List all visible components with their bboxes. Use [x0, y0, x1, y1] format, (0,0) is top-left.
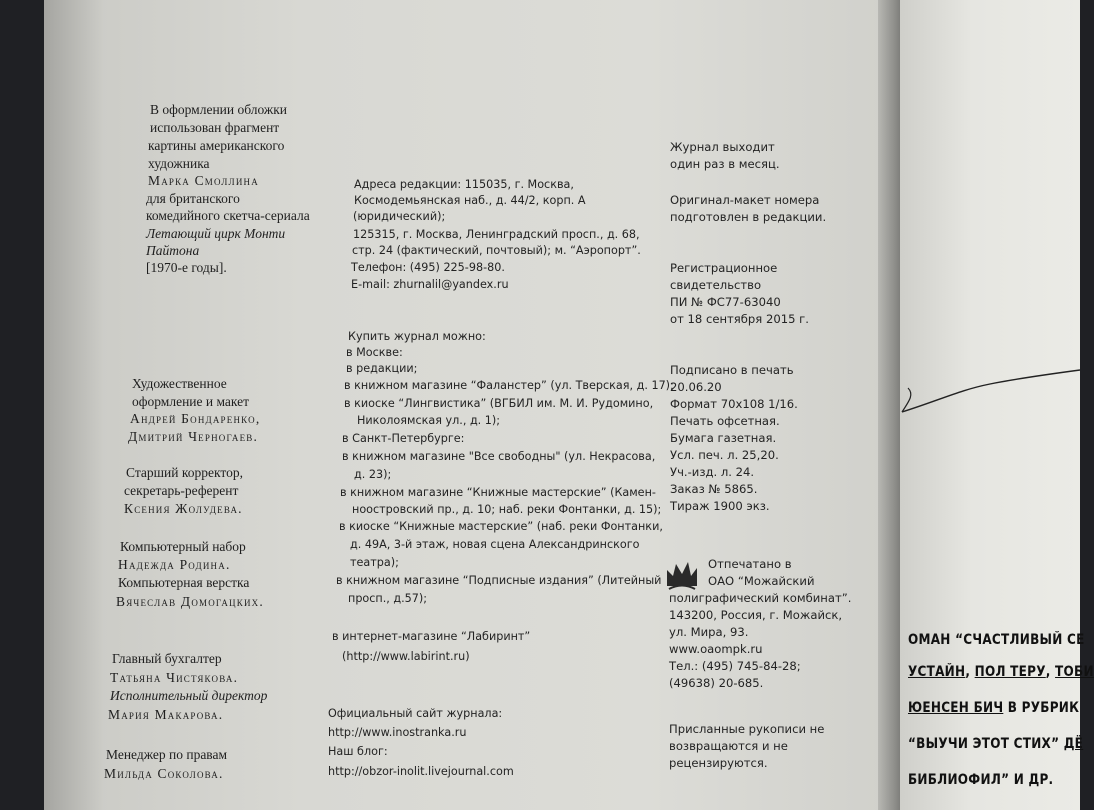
registration-line: ПИ № ФС77-63040 — [670, 295, 781, 309]
series-title: Пайтона — [146, 243, 200, 258]
series-title: Летающий цирк Монти — [146, 226, 286, 241]
person-name: Надежда Родина. — [118, 557, 231, 572]
printer-line: 143200, Россия, г. Можайск, — [669, 608, 843, 622]
next-page-text: , — [1045, 664, 1056, 680]
print-info-line: Печать офсетная. — [670, 414, 780, 428]
artist-name: Марка Смоллина — [148, 173, 259, 188]
person-name: Ксения Жолудева. — [124, 501, 243, 516]
next-page-line: ОМАН “СЧАСТЛИВЫЙ СЕ — [908, 632, 1085, 648]
next-page-author: ПОЛ ТЕРУ — [974, 664, 1046, 680]
print-info-line: Заказ № 5865. — [670, 482, 758, 496]
buy-line: в редакции; — [346, 362, 418, 375]
buy-line: в киоске “Лингвистика” (ВГБИЛ им. М. И. Рудомино, — [344, 397, 654, 410]
role-label: Компьютерный набор — [120, 539, 246, 554]
role-label: оформление и макет — [132, 394, 250, 409]
address-line: Адреса редакции: 115035, г. Москва, — [354, 178, 574, 191]
person-name: Дмитрий Черногаев. — [128, 429, 259, 444]
next-page-author: УСТАЙН — [908, 664, 966, 680]
role-label: Компьютерная верстка — [118, 575, 250, 590]
frequency-line: Журнал выходит — [670, 140, 775, 154]
person-name: Вячеслав Домогацких. — [116, 594, 264, 609]
print-info-line: Формат 70x108 1/16. — [670, 397, 798, 411]
buy-line: в книжном магазине “Подписные издания” (Литейный — [336, 574, 662, 587]
role-label: Художественное — [132, 376, 227, 391]
blog-heading: Наш блог: — [328, 745, 388, 758]
role-label: Главный бухгалтер — [112, 651, 222, 666]
buy-line: в Санкт-Петербурге: — [342, 432, 465, 445]
registration-line: Регистрационное — [670, 261, 778, 275]
site-heading: Официальный сайт журнала: — [328, 707, 503, 720]
printer-url[interactable]: www.oaompk.ru — [669, 642, 763, 656]
phone-line: Телефон: (495) 225-98-80. — [351, 261, 505, 274]
role-label: Исполнительный директор — [110, 688, 268, 703]
print-info-line: Уч.-изд. л. 24. — [670, 465, 755, 479]
buy-line: Николоямская ул., д. 1); — [357, 414, 501, 427]
person-name: Татьяна Чистякова. — [110, 670, 239, 685]
person-name: Мильда Соколова. — [104, 766, 224, 781]
buy-line: ноостровский пр., д. 10; наб. реки Фонтанки, д. 15); — [352, 503, 662, 516]
layout-note-line: подготовлен в редакции. — [670, 210, 827, 224]
manuscripts-note: Присланные рукописи не — [669, 722, 825, 736]
cover-note-line: картины американского — [148, 138, 285, 153]
manuscripts-note: возвращаются и не — [669, 739, 788, 753]
cover-note-line: для британского — [146, 191, 240, 206]
address-line: стр. 24 (фактический, почтовый); м. “Аэропорт”. — [352, 244, 641, 257]
cover-note-line: комедийного скетча-сериала — [146, 208, 310, 223]
decorative-swirl — [900, 330, 1080, 450]
manuscripts-note: рецензируются. — [669, 756, 768, 770]
site-url[interactable]: http://www.inostranka.ru — [328, 726, 467, 739]
printer-line: ул. Мира, 93. — [669, 625, 749, 639]
registration-line: от 18 сентября 2015 г. — [670, 312, 809, 326]
printer-phone: Тел.: (495) 745-84-28; — [669, 659, 801, 673]
online-store-url[interactable]: (http://www.labirint.ru) — [342, 650, 470, 663]
print-info-line: Усл. печ. л. 25,20. — [670, 448, 779, 462]
next-page-line — [908, 700, 1079, 716]
printer-phone: (49638) 20-685. — [669, 676, 764, 690]
buy-line: д. 23); — [354, 468, 392, 481]
cover-note-line: В оформлении обложки — [150, 102, 288, 117]
role-label: Старший корректор, — [126, 465, 243, 480]
next-page-line — [908, 736, 1083, 752]
layout-note-line: Оригинал-макет номера — [670, 193, 820, 207]
frequency-line: один раз в месяц. — [670, 157, 780, 171]
person-name: Мария Макарова. — [108, 707, 224, 722]
buy-line: просп., д.57); — [348, 592, 428, 605]
cover-note-line: использован фрагмент — [150, 120, 280, 135]
buy-line: д. 49А, 3-й этаж, новая сцена Александринского — [350, 538, 640, 551]
next-page-author: ТОБИ — [1055, 664, 1094, 680]
next-page-author: ЮЕНСЕН БИЧ — [908, 700, 1004, 716]
cover-note-line: художника — [148, 156, 210, 171]
email-line: E-mail: zhurnalil@yandex.ru — [351, 278, 509, 291]
buy-line: в книжном магазине “Книжные мастерские” (Камен- — [340, 486, 656, 499]
buy-line: в книжном магазине “Фаланстер” (ул. Тверская, д. 17); — [344, 379, 674, 392]
print-info-line: 20.06.20 — [670, 380, 722, 394]
next-page-text: “ВЫУЧИ ЭТОТ СТИХ” — [908, 736, 1064, 752]
print-info-line: Подписано в печать — [670, 363, 794, 377]
next-page-author: ДЁ — [1063, 736, 1084, 752]
colophon-page — [44, 0, 904, 810]
online-store-line: в интернет-магазине “Лабиринт” — [332, 630, 531, 643]
registration-line: свидетельство — [670, 278, 762, 292]
next-page-text: , — [965, 664, 975, 680]
person-name: Андрей Бондаренко, — [130, 411, 261, 426]
next-page-line: БИБЛИОФИЛ” И ДР. — [908, 772, 1054, 788]
blog-url[interactable]: http://obzor-inolit.livejournal.com — [328, 765, 514, 778]
printer-line: полиграфический комбинат”. — [669, 591, 852, 605]
print-info-line: Тираж 1900 экз. — [670, 499, 770, 513]
address-line: Космодемьянская наб., д. 44/2, корп. А — [354, 194, 586, 207]
printer-logo-icon — [664, 556, 700, 592]
printer-line: ОАО “Можайский — [708, 574, 815, 588]
buy-line: в Москве: — [346, 346, 403, 359]
buy-heading: Купить журнал можно: — [348, 330, 486, 343]
next-page — [900, 0, 1094, 810]
buy-line: театра); — [350, 556, 399, 569]
next-page-line — [908, 664, 1094, 680]
page-shadow — [44, 0, 104, 810]
buy-line: в книжном магазине "Все свободны" (ул. Некрасова, — [342, 450, 656, 463]
next-page-text: В РУБРИК — [1003, 700, 1080, 716]
role-label: секретарь-референт — [124, 483, 239, 498]
print-info-line: Бумага газетная. — [670, 431, 777, 445]
address-line: 125315, г. Москва, Ленинградский просп., д. 68, — [353, 228, 640, 241]
printer-line: Отпечатано в — [708, 557, 792, 571]
cover-years: [1970-е годы]. — [146, 260, 227, 275]
buy-line: в киоске “Книжные мастерские” (наб. реки Фонтанки, — [339, 520, 663, 533]
role-label: Менеджер по правам — [106, 747, 228, 762]
address-line: (юридический); — [353, 210, 446, 223]
